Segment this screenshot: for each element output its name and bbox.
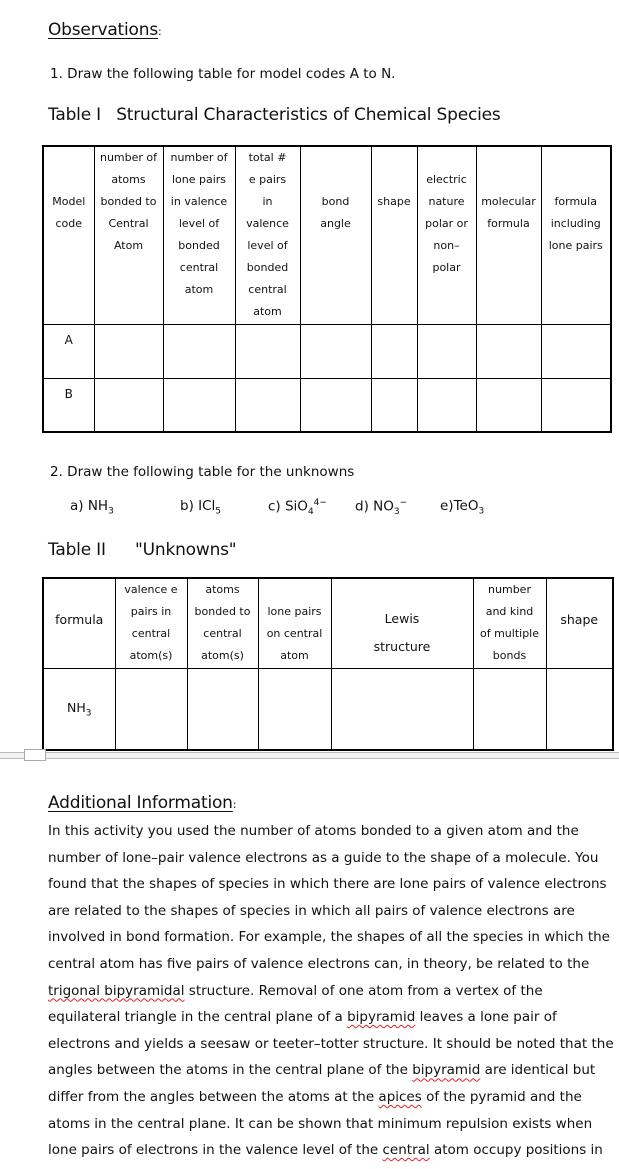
- para-line: angles between the atoms in the central plane of the bipyramid are identical but: [48, 1062, 596, 1079]
- header-valence-e-pairs: valence e pairs in central atom(s): [115, 578, 187, 668]
- unknown-e: e)TeO$_3$: [440, 498, 485, 517]
- para-line: central atom has five pairs of valence electrons can, in theory, be related to the: [48, 955, 590, 972]
- unknown-d: d) $NO_3^-$: [355, 498, 408, 518]
- observations-title: Observations: [48, 20, 158, 40]
- para-line: equilateral triangle in the central plane of a bipyramid leaves a lone pair of: [48, 1009, 557, 1026]
- unknown-a: a) $NH_3$: [70, 498, 114, 517]
- table2-header-row: [43, 578, 613, 668]
- instruction-2: 2. Draw the following table for the unknowns: [50, 464, 355, 480]
- additional-info-heading: Additional Information:: [48, 793, 237, 813]
- para-line: lone pairs of electrons in the valence level of the central atom occupy positions in: [48, 1142, 603, 1159]
- table1-header-row: [43, 146, 611, 324]
- unknown-c: c) SiO$_4^{4-}$: [268, 498, 327, 518]
- header-model-code: Model code: [43, 146, 94, 324]
- table-row: [43, 324, 611, 378]
- header-formula-lone-pairs: formula including lone pairs: [541, 146, 611, 324]
- para-line: electrons and yields a seesaw or teeter–totter structure. It should be noted that the: [48, 1035, 614, 1052]
- instruction-1: 1. Draw the following table for model codes A to N.: [50, 66, 396, 82]
- header-shape-2: shape: [546, 578, 613, 668]
- para-line: are related to the shapes of species in which all pairs of valence electrons are: [48, 902, 575, 919]
- para-line: atoms in the central plane. It can be shown that minimum repulsion exists when: [48, 1115, 593, 1132]
- table1-caption: [48, 105, 501, 125]
- header-total-e-pairs: total # e pairs in valence level of bonded central atom: [235, 146, 300, 324]
- row-label-a: A: [43, 324, 94, 378]
- table2-caption: [48, 540, 236, 560]
- para-line: In this activity you used the number of atoms bonded to a given atom and the: [48, 823, 579, 839]
- table2-title: "Unknowns": [135, 540, 237, 560]
- table-structural-characteristics: [42, 145, 612, 433]
- row-label-b: B: [43, 378, 94, 432]
- header-lone-pairs-central: lone pairs on central atom: [258, 578, 331, 668]
- header-multiple-bonds: number and kind of multiple bonds: [473, 578, 546, 668]
- header-atoms-bonded: number of atoms bonded to Central Atom: [94, 146, 163, 324]
- header-atoms-bonded-central: atoms bonded to central atom(s): [187, 578, 258, 668]
- header-lone-pairs: number of lone pairs in valence level of bonded central atom: [163, 146, 235, 324]
- header-electric-nature: electric nature polar or non– polar: [417, 146, 476, 324]
- divider-handle: [24, 749, 46, 761]
- table1-title: Structural Characteristics of Chemical Species: [116, 105, 501, 125]
- table1-label: Table I: [48, 105, 101, 125]
- header-molecular-formula: molecular formula: [476, 146, 541, 324]
- table-row: [43, 668, 613, 750]
- table-unknowns: [42, 577, 614, 751]
- observations-heading: Observations:: [48, 20, 162, 40]
- page-divider: [0, 752, 619, 759]
- header-bond-angle: bond angle: [300, 146, 371, 324]
- para-line: trigonal bipyramidal structure. Removal of one atom from a vertex of the: [48, 982, 543, 999]
- unknown-b: b) ICl$_5$: [180, 498, 222, 517]
- para-line: involved in bond formation. For example, the shapes of all the species in which the: [48, 929, 610, 946]
- header-shape: shape: [371, 146, 417, 324]
- header-lewis-structure: Lewis structure: [331, 578, 473, 668]
- table2-label: Table II: [48, 540, 106, 560]
- row-label-nh3: $NH_3$: [43, 668, 115, 750]
- header-formula: formula: [43, 578, 115, 668]
- para-line: number of lone–pair valence electrons as a guide to the shape of a molecule. You: [48, 849, 599, 866]
- para-line: differ from the angles between the atoms at the apices of the pyramid and the: [48, 1088, 582, 1105]
- para-line: found that the shapes of species in which there are lone pairs of valence electrons: [48, 876, 607, 893]
- additional-info-title: Additional Information: [48, 793, 233, 813]
- table-row: [43, 378, 611, 432]
- additional-info-paragraph: [48, 818, 614, 1164]
